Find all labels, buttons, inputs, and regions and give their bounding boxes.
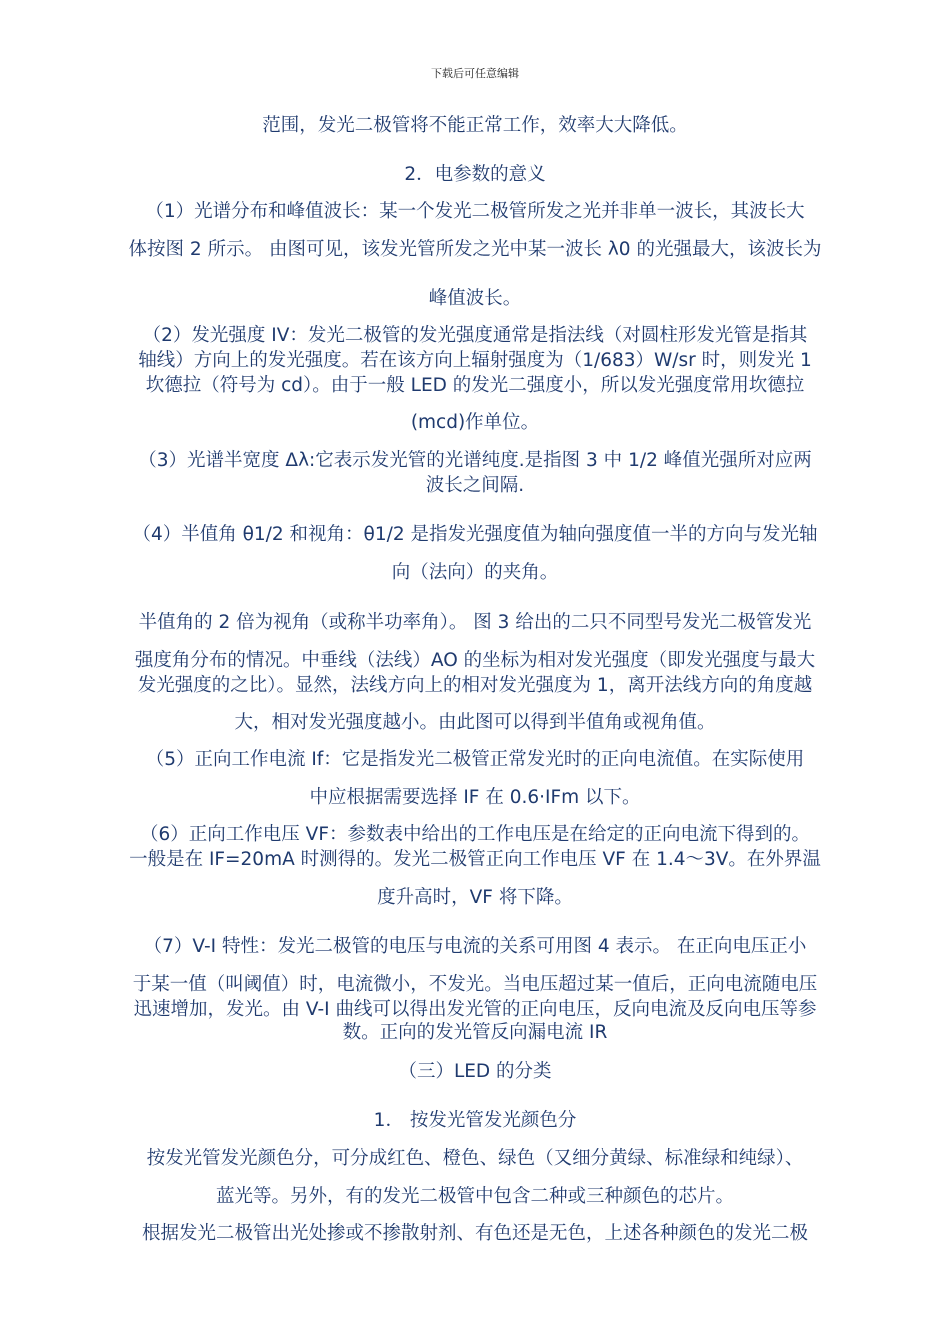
text-line: 坎德拉（符号为 cd）。由于一般 LED 的发光二强度小，所以发光强度常用坎德拉 — [145, 375, 805, 396]
text-line: （2）发光强度 IV：发光二极管的发光强度通常是指法线（对圆柱形发光管是指其 — [142, 325, 808, 346]
text-line: 波长之间隔. — [425, 475, 525, 496]
text-line: 度升高时，VF 将下降。 — [377, 887, 573, 908]
text-line: （4）半值角 θ1/2 和视角：θ1/2 是指发光强度值为轴向强度值一半的方向与发光轴 — [132, 524, 818, 545]
text-line: 于某一值（叫阈值）时，电流微小，不发光。当电压超过某一值后，正向电流随电压 — [132, 974, 818, 995]
text-line: 中应根据需要选择 IF 在 0.6·IFm 以下。 — [309, 787, 641, 808]
text-line: 一般是在 IF=20mA 时测得的。发光二极管正向工作电压 VF 在 1.4～3V。在外界温 — [129, 849, 821, 870]
section-heading: 2．电参数的意义 — [404, 164, 546, 185]
text-line: (mcd)作单位。 — [410, 412, 540, 433]
text-line: 范围，发光二极管将不能正常工作，效率大大降低。 — [262, 115, 688, 136]
text-line: 半值角的 2 倍为视角（或称半功率角）。 图 3 给出的二只不同型号发光二极管发光 — [138, 612, 812, 633]
text-line: 强度角分布的情况。中垂线（法线）AO 的坐标为相对发光强度（即发光强度与最大 — [134, 650, 816, 671]
text-line: （3）光谱半宽度 Δλ:它表示发光管的光谱纯度.是指图 3 中 1/2 峰值光强所对应两 — [138, 450, 812, 471]
text-line: 迅速增加，发光。由 V-I 曲线可以得出发光管的正向电压，反向电流及反向电压等参 — [133, 999, 817, 1020]
text-line: 向（法向）的夹角。 — [391, 562, 559, 583]
section-heading: （三）LED 的分类 — [398, 1061, 552, 1082]
text-line: 蓝光等。另外，有的发光二极管中包含二种或三种颜色的芯片。 — [215, 1186, 734, 1207]
subsection-heading: 1． 按发光管发光颜色分 — [373, 1110, 577, 1131]
text-line: （5）正向工作电流 If：它是指发光二极管正常发光时的正向电流值。在实际使用 — [145, 749, 805, 770]
text-line: 数。正向的发光管反向漏电流 IR — [342, 1022, 608, 1043]
text-line: 根据发光二极管出光处掺或不掺散射剂、有色还是无色，上述各种颜色的发光二极 — [141, 1223, 808, 1244]
text-line: 轴线）方向上的发光强度。若在该方向上辐射强度为（1/683）W/sr 时，则发光 1 — [138, 350, 812, 371]
text-line: 发光强度的之比）。显然，法线方向上的相对发光强度为 1，离开法线方向的角度越 — [137, 675, 813, 696]
text-line: （7）V-I 特性：发光二极管的电压与电流的关系可用图 4 表示。 在正向电压正小 — [143, 936, 807, 957]
header-note: 下载后可任意编辑 — [431, 67, 519, 80]
text-line: 按发光管发光颜色分，可分成红色、橙色、绿色（又细分黄绿、标准绿和纯绿）、 — [146, 1148, 804, 1169]
text-line: 体按图 2 所示。 由图可见，该发光管所发之光中某一波长 λ0 的光强最大，该波长为 — [128, 239, 822, 260]
text-line: 峰值波长。 — [428, 288, 522, 309]
text-line: （6）正向工作电压 VF：参数表中给出的工作电压是在给定的正向电流下得到的。 — [140, 824, 810, 845]
text-line: 大，相对发光强度越小。由此图可以得到半值角或视角值。 — [234, 712, 716, 733]
text-line: （1）光谱分布和峰值波长：某一个发光二极管所发之光并非单一波长，其波长大 — [145, 201, 805, 222]
